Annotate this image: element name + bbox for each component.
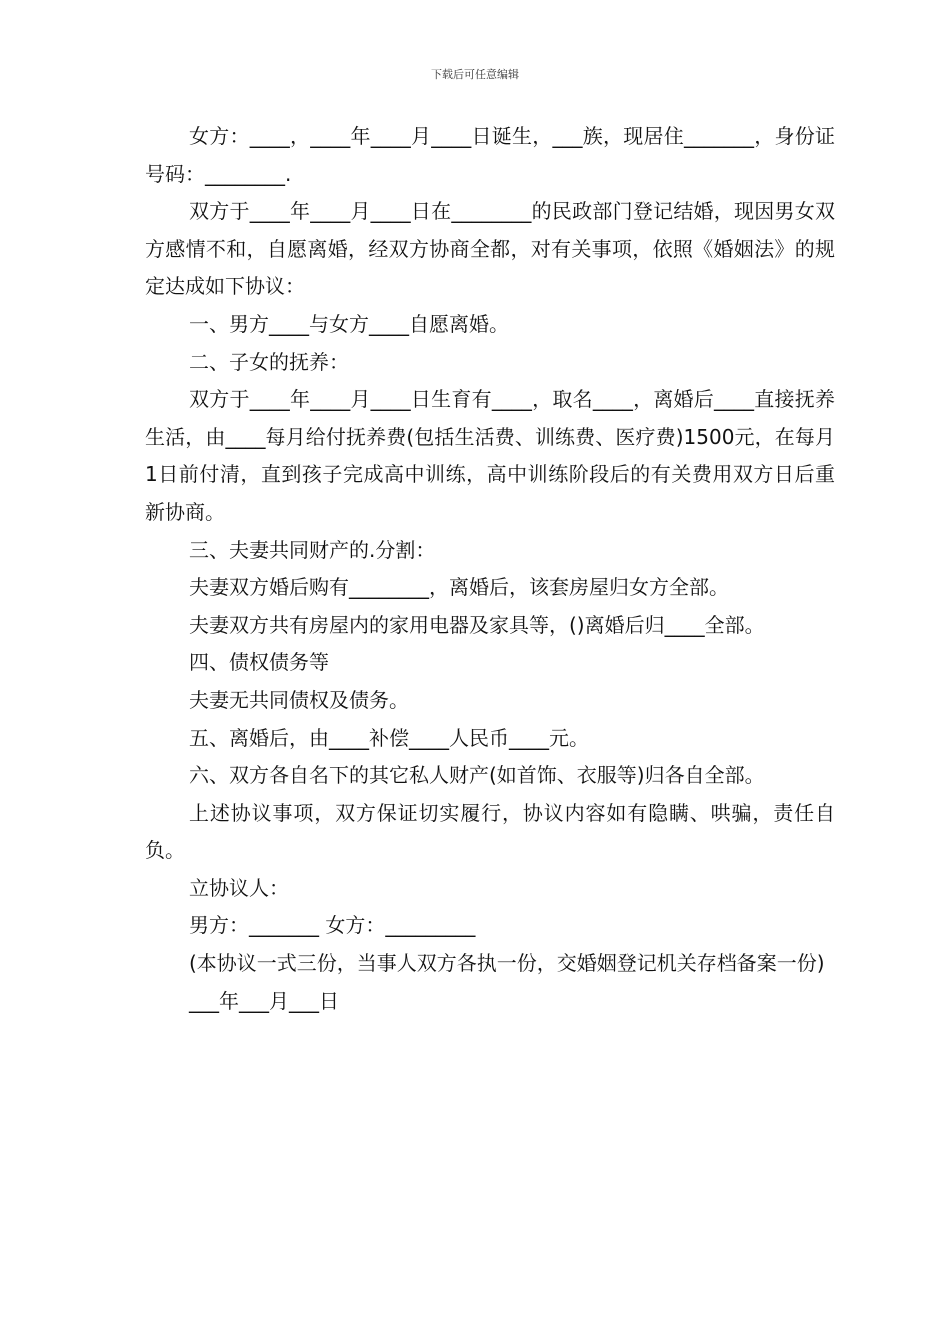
signature-line: 男方：_______ 女方：_________ <box>189 913 476 938</box>
date-line: ___年___月___日 <box>189 988 339 1013</box>
paragraph-marriage-registration: 双方于____年____月____日在________的民政部门登记结婚，现因男女双方感情不和，自愿离婚，经双方协商全都，对有关事项，依照《婚姻法》的规定达成如下协议： <box>145 199 835 299</box>
clause-6-personal-property: 六、双方各自名下的其它私人财产(如首饰、衣服等)归各自全部。 <box>189 763 765 788</box>
signatories-label: 立协议人： <box>189 875 289 900</box>
clause-4-heading: 四、债权债务等 <box>189 650 329 675</box>
clause-3-heading: 三、夫妻共同财产的.分割： <box>189 537 436 562</box>
paragraph-debts: 夫妻无共同债权及债务。 <box>189 687 409 712</box>
clause-5-compensation: 五、离婚后，由____补偿____人民币____元。 <box>189 725 589 750</box>
clause-2-heading: 二、子女的抚养： <box>189 349 349 374</box>
paragraph-guarantee: 上述协议事项，双方保证切实履行，协议内容如有隐瞒、哄骗，责任自负。 <box>145 800 835 863</box>
paragraph-furniture: 夫妻双方共有房屋内的家用电器及家具等，()离婚后归____全部。 <box>189 612 765 637</box>
paragraph-copies-note: (本协议一式三份，当事人双方各执一份，交婚姻登记机关存档备案一份) <box>189 951 825 976</box>
page-header: 下载后可任意编辑 <box>431 68 519 81</box>
clause-1-divorce: 一、男方____与女方____自愿离婚。 <box>189 311 509 336</box>
paragraph-house: 夫妻双方婚后购有________，离婚后，该套房屋归女方全部。 <box>189 575 729 600</box>
paragraph-female-party-info: 女方：____，____年____月____日诞生，___族，现居住_______，身份证号码：________. <box>145 124 835 186</box>
paragraph-child-support: 双方于____年____月____日生育有____，取名____，离婚后____直接抚养生活，由____每月给付抚养费(包括生活费、训练费、医疗费)1500元，在每月1日前付清，直到孩子完成高中训练，高中训练阶段后的有关费用双方日后重新协商。 <box>145 387 835 524</box>
document-body <box>145 118 835 1020</box>
